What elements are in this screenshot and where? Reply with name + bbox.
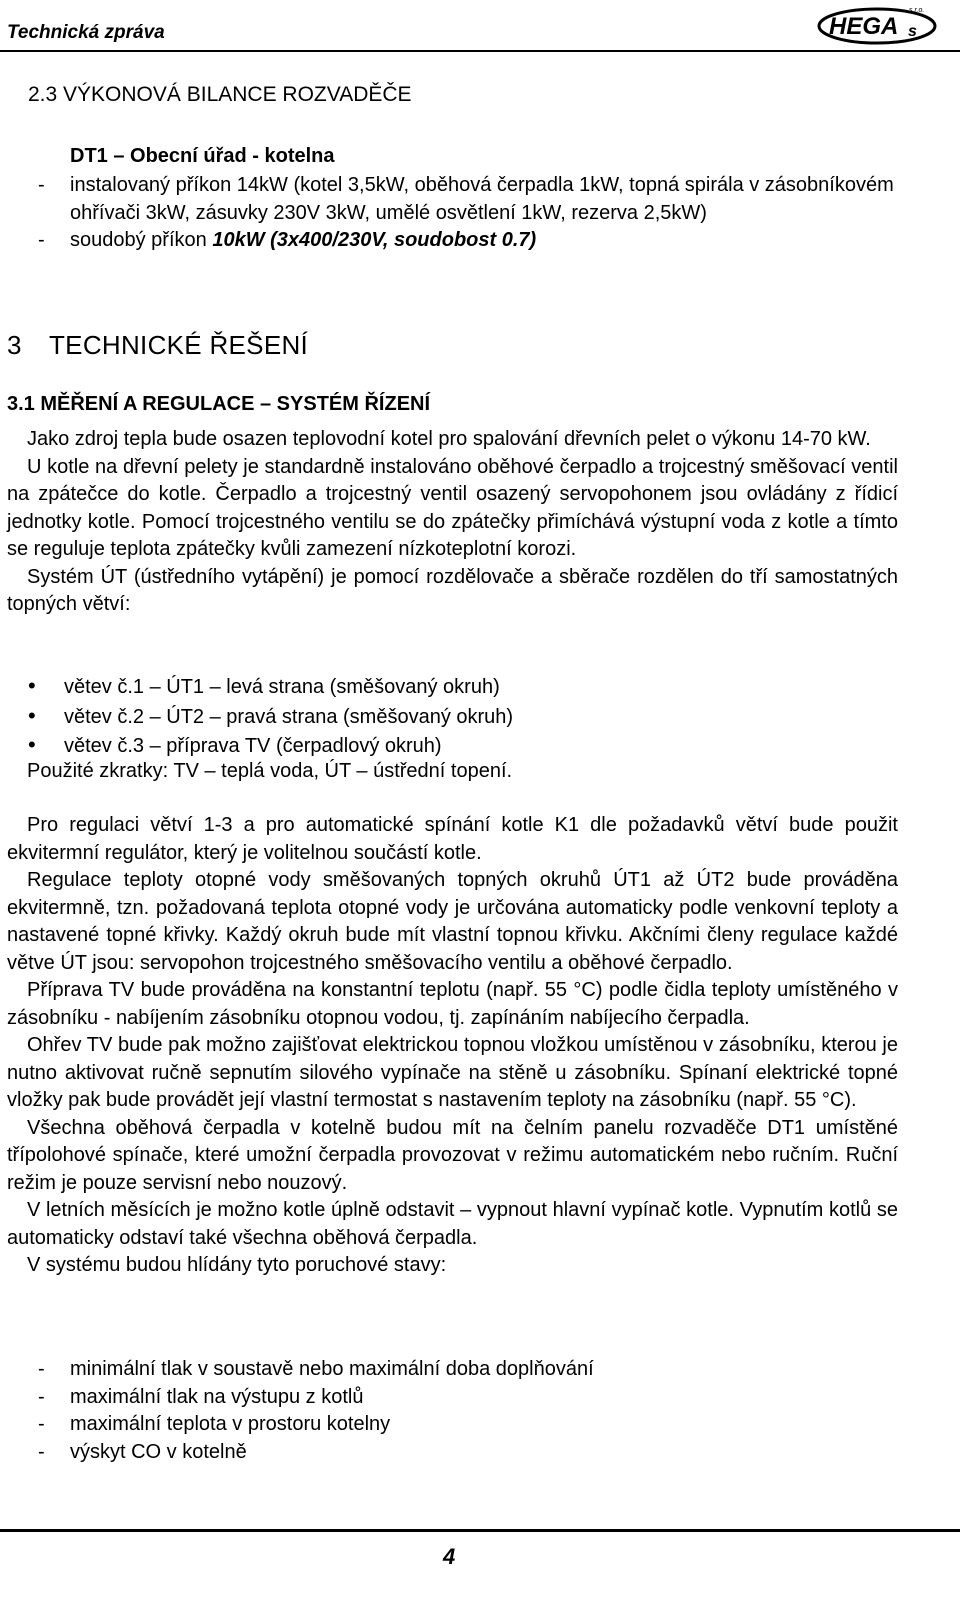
svg-text:s: s xyxy=(908,23,917,40)
fault-list xyxy=(38,1356,918,1466)
paragraph: U kotle na dřevní pelety je standardně instalováno oběhové čerpadlo a trojcestný směšovací ventil na zpátečce do kotle. Čerpadlo a trojcestný ventil osazený servopohonem jsou ovládány z řídicí jednotky kotle. Pomocí trojcestného ventilu se do zpátečky přimíchává výstupní voda z kotle a tímto se reguluje teplota zpátečky kvůli zamezení nízkoteplotní korozi. xyxy=(7,455,898,560)
list-item: - maximální tlak na výstupu z kotlů xyxy=(38,1385,364,1408)
paragraph: Příprava TV bude prováděna na konstantní teplotu (např. 55 °C) podle čidla teploty umístěného v zásobníku - nabíjením zásobníku otopnou vodou, tj. zapínáním nabíjecího čerpadla. xyxy=(7,979,898,1029)
paragraph: V systému budou hlídány tyto poruchové stavy: xyxy=(27,1254,447,1276)
list-item: - soudobý příkon 10kW (3x400/230V, soudobost 0.7) xyxy=(38,229,537,251)
hegas-logo-icon xyxy=(815,2,940,46)
header-rule xyxy=(0,50,960,52)
paragraph: Jako zdroj tepla bude osazen teplovodní kotel pro spalování dřevních pelet o výkonu 14-70 kW. xyxy=(27,428,871,450)
abbreviations: Použité zkratky: TV – teplá voda, ÚT – ústřední topení. xyxy=(27,760,513,782)
paragraph: Pro regulaci větví 1-3 a pro automatické spínání kotle K1 dle požadavků větví bude použit ekvitermní regulátor, který je volitelnou součástí kotle. xyxy=(7,814,898,864)
paragraph: V letních měsících je možno kotle úplně odstavit – vypnout hlavní vypínač kotle. Vypnutím kotlů se automaticky odstaví také všechna oběhová čerpadla. xyxy=(7,1199,898,1249)
paragraph: Ohřev TV bude pak možno zajišťovat elektrickou topnou vložkou umístěnou v zásobníku, kterou je nutno aktivovat ručně sepnutím silového vypínače na stěně u zásobníku. Spínaní elektrické topné vložky pak bude provádět její vlastní termostat s nastavením teploty na zásobníku (např. 55 °C). xyxy=(7,1034,898,1111)
list-item: - instalovaný příkon 14kW (kotel 3,5kW, oběhová čerpadla 1kW, topná spirála v zásobníkovém ohřívači 3kW, zásuvky 230V 3kW, umělé osvětlení 1kW, rezerva 2,5kW) xyxy=(38,172,918,227)
footer-rule xyxy=(0,1529,960,1532)
page-number: 4 xyxy=(443,1544,456,1569)
header-title: Technická zpráva xyxy=(7,22,165,43)
section-3-1-heading: 3.1 MĚŘENÍ A REGULACE – SYSTÉM ŘÍZENÍ xyxy=(7,393,431,415)
list-item: • větev č.2 – ÚT2 – pravá strana (směšovaný okruh) xyxy=(28,702,514,728)
svg-text:s.r.o.: s.r.o. xyxy=(909,7,925,14)
list-item: • větev č.1 – ÚT1 – levá strana (směšovaný okruh) xyxy=(28,673,500,698)
paragraph: Regulace teploty otopné vody směšovaných topných okruhů ÚT1 až ÚT2 bude prováděna ekvitermně, tzn. požadovaná teplota otopné vody je určována automaticky podle venkovní teploty a nastavené topné křivky. Každý okruh bude mít vlastní topnou křivku. Akčními členy regulace každé větve ÚT jsou: servopohon trojcestného směšovacího ventilu a oběhové čerpadlo. xyxy=(7,869,898,974)
section-3-heading: 3 TECHNICKÉ ŘEŠENÍ xyxy=(7,330,309,360)
installed-power-text: instalovaný příkon 14kW (kotel 3,5kW, oběhová čerpadla 1kW, topná spirála v zásobníkovém ohřívači 3kW, zásuvky 230V 3kW, umělé osvětlení 1kW, rezerva 2,5kW) xyxy=(70,174,894,224)
simultaneous-power-value: 10kW (3x400/230V, soudobost 0.7) xyxy=(212,229,537,251)
svg-text:HEGA: HEGA xyxy=(829,13,899,40)
paragraph: Systém ÚT (ústředního vytápění) je pomocí rozdělovače a sběrače rozdělen do tří samostatných topných větví: xyxy=(7,565,898,615)
section-3-1-body-b xyxy=(7,812,898,1280)
section-3-1-body-a xyxy=(7,426,898,619)
branch-list xyxy=(28,672,513,761)
simultaneous-power-label: soudobý příkon xyxy=(70,229,213,251)
section-2-3-heading: 2.3 VÝKONOVÁ BILANCE ROZVADĚČE xyxy=(28,83,412,106)
list-item: - minimální tlak v soustavě nebo maximální doba doplňování xyxy=(38,1358,594,1380)
power-list xyxy=(38,172,918,255)
paragraph: Všechna oběhová čerpadla v kotelně budou mít na čelním panelu rozvaděče DT1 umístěné třípolohové spínače, které umožní čerpadla provozovat v režimu automatickém nebo ručním. Ruční režim je pouze servisní nebo nouzový. xyxy=(7,1116,898,1194)
list-item: - výskyt CO v kotelně xyxy=(38,1440,247,1463)
dt1-heading: DT1 – Obecní úřad - kotelna xyxy=(70,145,335,167)
list-item: - maximální teplota v prostoru kotelny xyxy=(38,1413,391,1435)
company-logo xyxy=(815,2,940,46)
list-item: • větev č.3 – příprava TV (čerpadlový okruh) xyxy=(28,732,442,757)
